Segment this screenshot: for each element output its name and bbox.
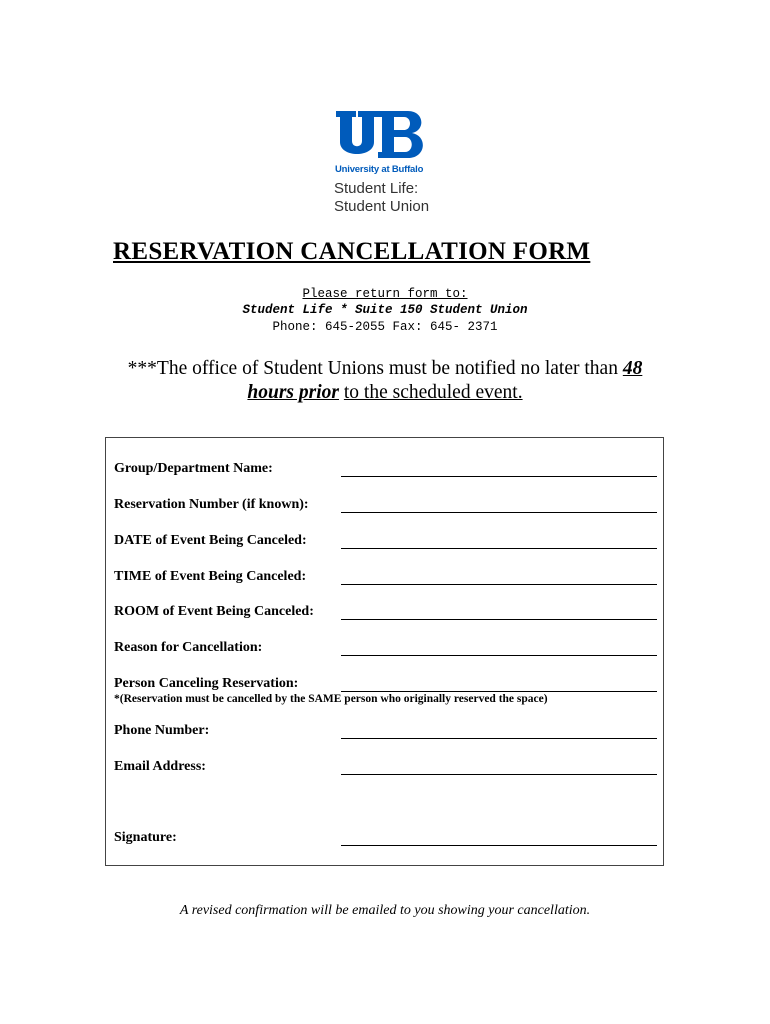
signature-label: Signature: (114, 830, 177, 845)
reason-field[interactable] (341, 655, 657, 656)
return-address: Student Life * Suite 150 Student Union (242, 303, 528, 317)
group-field[interactable] (341, 476, 657, 477)
signature-row (114, 830, 659, 850)
phone-row (114, 723, 659, 743)
date-row (114, 533, 659, 553)
reservation-field[interactable] (341, 512, 657, 513)
time-row (114, 569, 659, 589)
date-field[interactable] (341, 548, 657, 549)
group-label: Group/Department Name: (114, 461, 273, 476)
reason-row (114, 640, 659, 660)
room-field[interactable] (341, 619, 657, 620)
notice-48: 48 (622, 358, 643, 379)
signature-field[interactable] (341, 845, 657, 846)
email-field[interactable] (341, 774, 657, 775)
email-label: Email Address: (114, 759, 206, 774)
time-field[interactable] (341, 584, 657, 585)
ub-monogram-icon (334, 108, 424, 162)
email-row (114, 759, 659, 779)
phone-label: Phone Number: (114, 723, 210, 738)
person-label: Person Canceling Reservation: (114, 676, 299, 691)
notice-suffix: to the scheduled event. (343, 382, 523, 403)
notice-hours-prior: hours prior (247, 382, 339, 403)
person-note: *(Reservation must be cancelled by the SAME person who originally reserved the space) (114, 693, 548, 705)
room-row (114, 604, 659, 624)
notice: ***The office of Student Unions must be notified no later than 48 hours prior to the scheduled event. (127, 358, 643, 403)
return-phone-fax: Phone: 645-2055 Fax: 645- 2371 (272, 320, 498, 334)
reservation-row (114, 497, 659, 517)
form-title: RESERVATION CANCELLATION FORM (113, 238, 591, 265)
ub-logo (334, 108, 444, 218)
person-field[interactable] (341, 691, 657, 692)
date-label: DATE of Event Being Canceled: (114, 533, 307, 548)
reservation-label: Reservation Number (if known): (114, 497, 309, 512)
group-row (114, 461, 659, 481)
phone-field[interactable] (341, 738, 657, 739)
return-heading: Please return form to: (302, 287, 468, 301)
time-label: TIME of Event Being Canceled: (114, 569, 307, 584)
university-name: University at Buffalo (335, 164, 424, 175)
department-name: Student Life: Student Union (334, 180, 430, 215)
form-box (105, 437, 664, 866)
room-label: ROOM of Event Being Canceled: (114, 604, 314, 619)
footer-note: A revised confirmation will be emailed to you showing your cancellation. (179, 903, 591, 918)
reason-label: Reason for Cancellation: (114, 640, 263, 655)
